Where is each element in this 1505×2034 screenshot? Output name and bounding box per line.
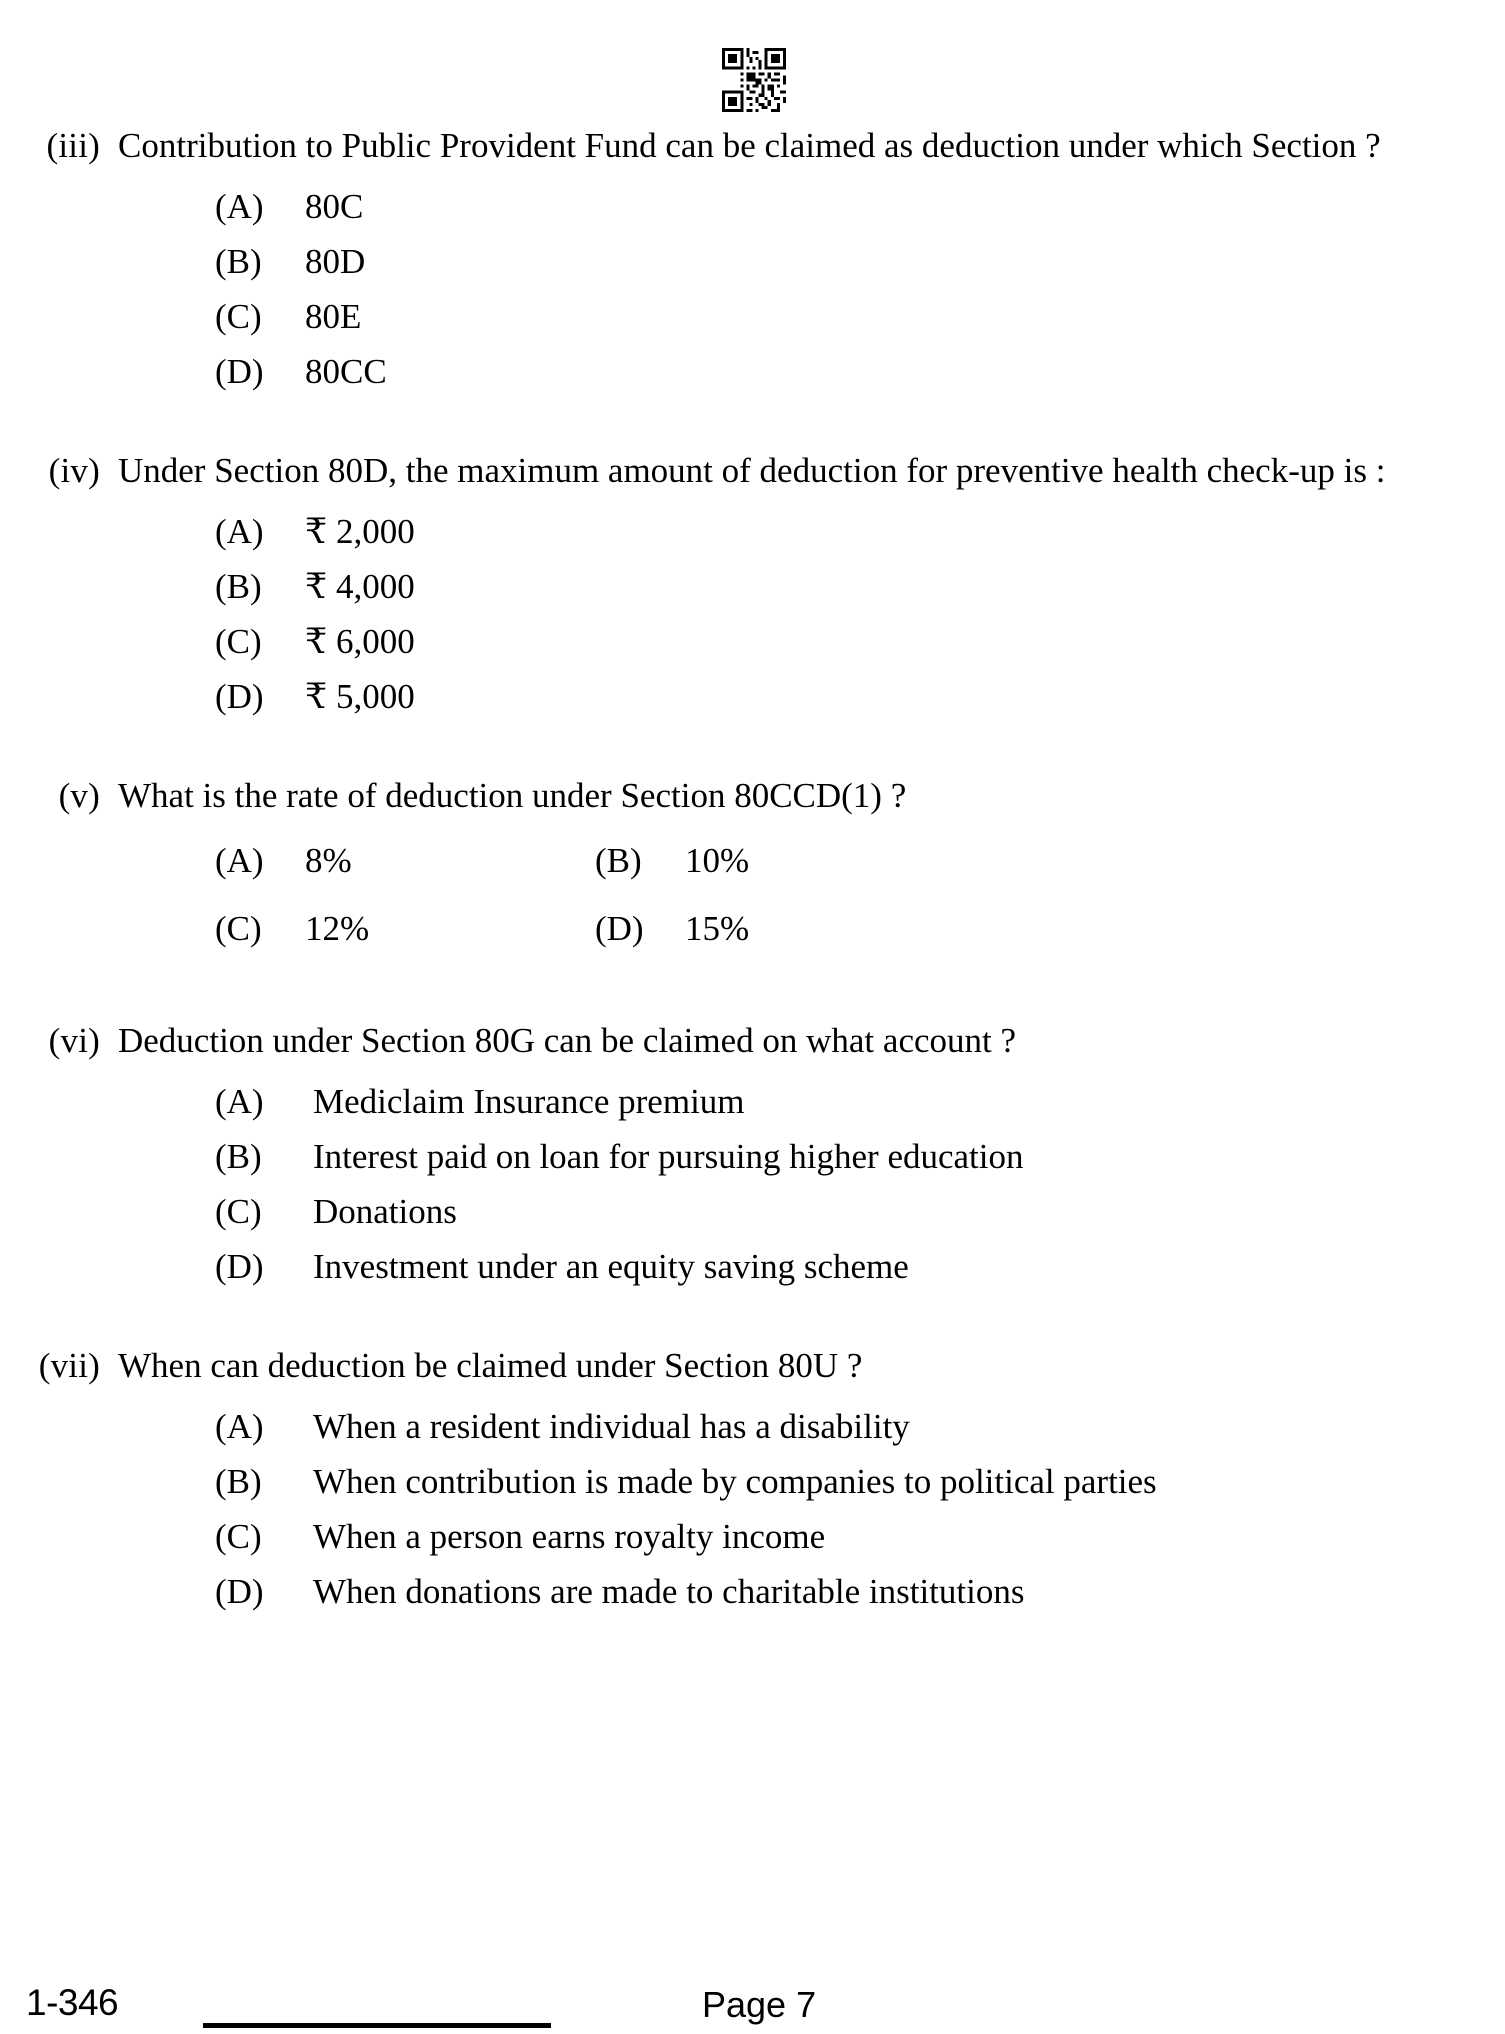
option-text-b: 80D (305, 242, 366, 281)
question-block-vi (0, 1013, 1505, 1294)
option-iii-d[interactable] (0, 344, 1505, 399)
option-iii-b[interactable] (0, 234, 1505, 289)
option-v-b[interactable] (595, 833, 1505, 888)
option-label-a: (A) (215, 512, 264, 551)
question-text-iii: Contribution to Public Provident Fund can be claimed as deduction under which Section ? (118, 126, 1381, 165)
option-label-b: (B) (215, 1462, 262, 1501)
option-label-c: (C) (215, 1192, 262, 1231)
option-label-a: (A) (215, 187, 264, 226)
question-text-v: What is the rate of deduction under Section 80CCD(1) ? (118, 776, 907, 815)
option-text-a: 80C (305, 187, 364, 226)
option-text-d: When donations are made to charitable institutions (313, 1572, 1025, 1611)
option-text-c: ₹ 6,000 (305, 622, 415, 661)
question-number-vii: (vii) (38, 1346, 100, 1385)
option-label-b: (B) (215, 567, 262, 606)
option-v-c[interactable] (0, 901, 595, 956)
option-label-c: (C) (215, 622, 262, 661)
option-label-d: (D) (215, 352, 264, 391)
question-number-iv: (iv) (48, 451, 100, 490)
question-number-v: (v) (58, 776, 100, 815)
question-heading-vi (0, 1013, 1505, 1068)
qr-code-icon (722, 48, 786, 112)
options-list-iii (0, 179, 1505, 399)
option-vii-a[interactable] (0, 1399, 1505, 1454)
footer-divider-rule (203, 2023, 551, 2028)
option-iii-c[interactable] (0, 289, 1505, 344)
option-text-d: 80CC (305, 352, 387, 391)
option-text-d: 15% (685, 909, 750, 948)
question-block-iii (0, 118, 1505, 399)
page-footer (0, 1975, 1505, 2034)
option-text-a: When a resident individual has a disability (313, 1407, 910, 1446)
question-heading-iv (0, 443, 1505, 498)
option-label-d: (D) (215, 1572, 264, 1611)
section-gap (0, 1304, 1505, 1338)
option-text-b: When contribution is made by companies to political parties (313, 1462, 1157, 1501)
option-label-a: (A) (215, 1407, 264, 1446)
option-label-b: (B) (215, 1137, 262, 1176)
section-gap (0, 409, 1505, 443)
section-gap (0, 979, 1505, 1013)
option-text-b: Interest paid on loan for pursuing higher education (313, 1137, 1024, 1176)
option-label-d: (D) (215, 1247, 264, 1286)
question-text-vii: When can deduction be claimed under Section 80U ? (118, 1346, 863, 1385)
options-row-2 (0, 901, 1505, 969)
question-block-vii (0, 1338, 1505, 1619)
question-number-vi: (vi) (48, 1021, 100, 1060)
option-iv-d[interactable] (0, 669, 1505, 724)
question-text-vi: Deduction under Section 80G can be claimed on what account ? (118, 1021, 1017, 1060)
question-text-iv: Under Section 80D, the maximum amount of deduction for preventive health check-up is : (118, 451, 1386, 490)
question-block-iv (0, 443, 1505, 724)
option-label-a: (A) (215, 841, 264, 880)
option-text-c: 80E (305, 297, 362, 336)
option-text-a: 8% (305, 841, 352, 880)
options-list-vii (0, 1399, 1505, 1619)
questions-container (0, 118, 1505, 1629)
option-label-d: (D) (215, 677, 264, 716)
question-number-iii: (iii) (46, 126, 100, 165)
footer-page-number: Page 7 (702, 1984, 817, 2025)
option-iv-c[interactable] (0, 614, 1505, 669)
option-iii-a[interactable] (0, 179, 1505, 234)
option-vi-b[interactable] (0, 1129, 1505, 1184)
option-label-c: (C) (215, 297, 262, 336)
options-list-v (0, 833, 1505, 969)
option-label-b: (B) (595, 841, 642, 880)
option-text-d: Investment under an equity saving scheme (313, 1247, 909, 1286)
options-list-iv (0, 504, 1505, 724)
option-label-c: (C) (215, 1517, 262, 1556)
option-label-c: (C) (215, 909, 262, 948)
option-vii-d[interactable] (0, 1564, 1505, 1619)
option-text-d: ₹ 5,000 (305, 677, 415, 716)
option-v-d[interactable] (595, 901, 1505, 956)
option-vii-c[interactable] (0, 1509, 1505, 1564)
section-gap (0, 734, 1505, 768)
question-heading-v (0, 768, 1505, 823)
option-text-c: Donations (313, 1192, 457, 1231)
options-list-vi (0, 1074, 1505, 1294)
question-heading-iii (0, 118, 1505, 173)
options-row-1 (0, 833, 1505, 901)
option-label-b: (B) (215, 242, 262, 281)
question-heading-vii (0, 1338, 1505, 1393)
option-vii-b[interactable] (0, 1454, 1505, 1509)
option-iv-b[interactable] (0, 559, 1505, 614)
option-text-c: 12% (305, 909, 370, 948)
option-label-d: (D) (595, 909, 644, 948)
option-text-b: 10% (685, 841, 750, 880)
option-text-a: ₹ 2,000 (305, 512, 415, 551)
option-text-a: Mediclaim Insurance premium (313, 1082, 745, 1121)
option-vi-c[interactable] (0, 1184, 1505, 1239)
option-vi-d[interactable] (0, 1239, 1505, 1294)
option-v-a[interactable] (0, 833, 595, 888)
question-block-v (0, 768, 1505, 969)
option-text-c: When a person earns royalty income (313, 1517, 826, 1556)
option-text-b: ₹ 4,000 (305, 567, 415, 606)
footer-paper-code: 1-346 (26, 1982, 119, 2023)
option-label-a: (A) (215, 1082, 264, 1121)
option-vi-a[interactable] (0, 1074, 1505, 1129)
option-iv-a[interactable] (0, 504, 1505, 559)
